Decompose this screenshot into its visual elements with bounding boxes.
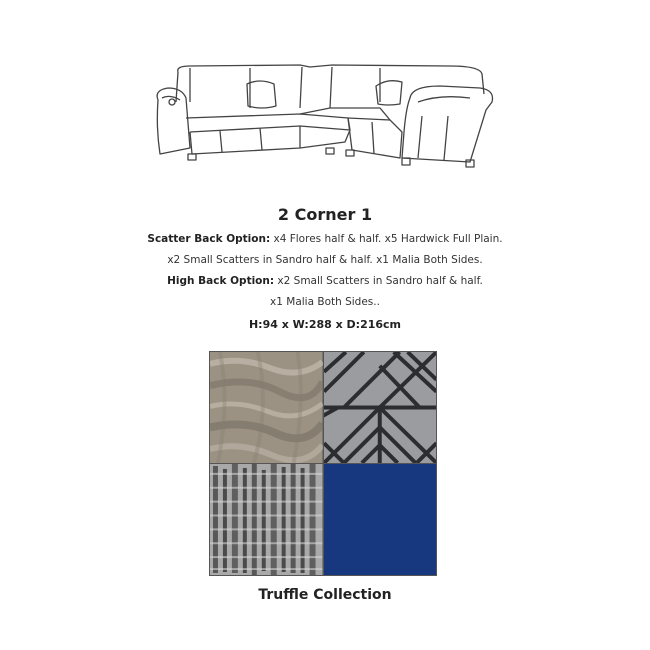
scatter-back-option-continued: x2 Small Scatters in Sandro half & half. x1 Malia Both Sides. xyxy=(167,254,483,266)
scatter-back-option xyxy=(0,233,650,245)
scatter-back-text: x4 Flores half & half. x5 Hardwick Full Plain. xyxy=(270,233,503,245)
high-back-label: High Back Option: xyxy=(167,275,275,287)
scatter-back-label: Scatter Back Option: xyxy=(147,233,271,245)
high-back-option xyxy=(0,275,650,287)
collection-name: Truffle Collection xyxy=(258,587,392,603)
plain-blue-swatch xyxy=(324,464,437,575)
high-back-text: x2 Small Scatters in Sandro half & half. xyxy=(274,275,483,287)
geometric-swatch xyxy=(324,352,437,463)
corner-sofa-illustration xyxy=(150,58,495,183)
crushed-chenille-swatch xyxy=(210,352,323,463)
high-back-option-continued: x1 Malia Both Sides.. xyxy=(270,296,380,308)
dimensions: H:94 x W:288 x D:216cm xyxy=(248,318,402,331)
fabric-swatch-grid xyxy=(209,351,437,576)
textured-weave-swatch xyxy=(210,464,323,575)
product-title: 2 Corner 1 xyxy=(277,205,373,224)
